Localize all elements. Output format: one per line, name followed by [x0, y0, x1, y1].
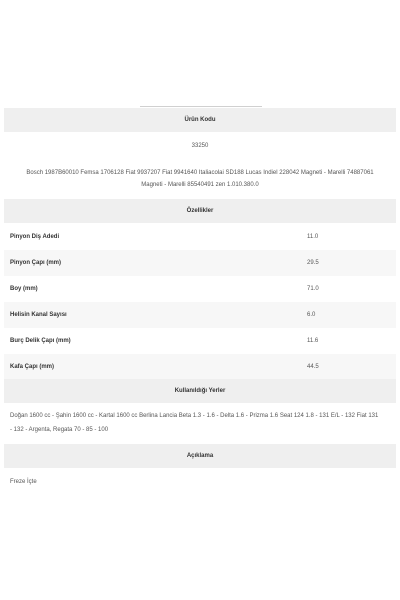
product-code-header-label: Ürün Kodu [184, 117, 216, 123]
spec-label: Boy (mm) [10, 286, 38, 292]
spec-label: Burç Delik Çapı (mm) [10, 338, 71, 344]
spec-label: Helisin Kanal Sayısı [10, 312, 67, 318]
spec-value: 11.0 [307, 234, 319, 240]
usage-line-1: Doğan 1600 cc - Şahin 1600 cc - Kartal 1600 cc Berlina Lancia Beta 1.3 - 1.6 - Delta 1.6 - Prizma 1.6 Seat 124 1.8 - 131 E/L - 132 Fiat 131 [10, 413, 379, 419]
spec-value: 29.5 [307, 260, 319, 266]
spec-value: 11.6 [307, 338, 319, 344]
description-header-label: Açıklama [186, 453, 214, 459]
spec-label: Pinyon Çapı (mm) [10, 260, 62, 266]
product-code-header [4, 108, 396, 132]
spec-row-pinion-diameter [4, 250, 396, 276]
spec-value: 44.5 [307, 364, 319, 370]
spec-row-teeth [4, 224, 396, 250]
description-header [4, 444, 396, 468]
spec-row-length [4, 276, 396, 302]
usage-header [4, 379, 396, 403]
spec-label: Pinyon Diş Adedi [10, 234, 60, 240]
usage-line-2: - 132 - Argenta, Regata 70 - 85 - 100 [10, 427, 109, 433]
description-text: Freze İçte [10, 479, 37, 485]
spec-row-helix-channels [4, 302, 396, 328]
oem-codes-line-2: Magneti - Marelli 85540491 zen 1.010.380.0 [141, 182, 259, 188]
oem-codes-line-1: Bosch 1987B60010 Femsa 1706128 Fiat 9937207 Fiat 9941640 Italiacolai SD188 Lucas Indiel 228042 Magneti - Marelli 74887061 [26, 170, 374, 176]
spec-label: Kafa Çapı (mm) [10, 364, 55, 370]
spec-value: 6.0 [307, 312, 316, 318]
specs-header [4, 199, 396, 223]
usage-header-label: Kullanıldığı Yerler [174, 388, 226, 394]
spec-value: 71.0 [307, 286, 319, 292]
spec-row-bushing-hole-diameter [4, 328, 396, 354]
specs-header-label: Özellikler [186, 208, 214, 214]
top-divider [140, 106, 262, 107]
product-code-value: 33250 [191, 143, 209, 149]
spec-row-head-diameter [4, 354, 396, 380]
